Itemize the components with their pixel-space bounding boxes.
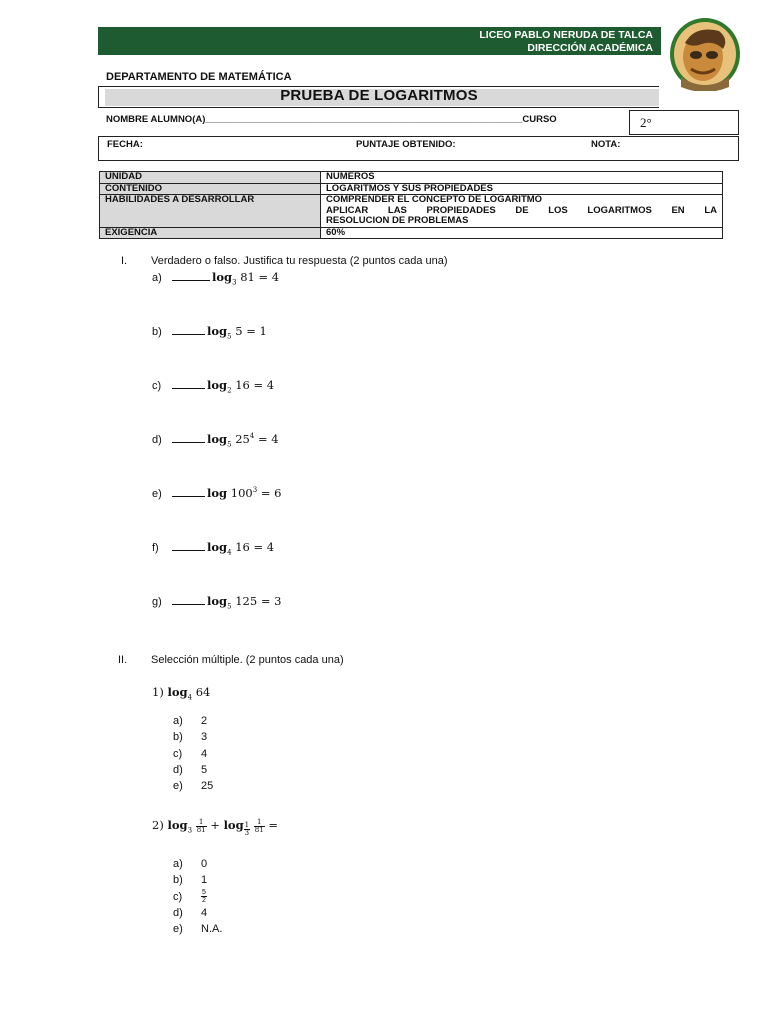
question-2: 2) $\log_3$ $\frac{1}{81}$ + log $\frac{1}{3}$ $\frac{1}{81}$ = <box>152 817 278 837</box>
banner-text <box>479 29 653 54</box>
option-item[interactable] <box>173 856 222 872</box>
option-fraction: $\frac{5}{2}$ <box>202 889 206 905</box>
tf-item: c) $\log_2 16 = 4$ <box>152 378 275 395</box>
unidad-label: UNIDAD <box>100 172 321 184</box>
log-result: = 4 <box>253 540 275 554</box>
option-value: 25 <box>201 780 214 793</box>
option-value: 4 <box>201 906 208 919</box>
item-label: c) <box>152 380 162 392</box>
fecha-label[interactable]: FECHA: <box>107 139 143 150</box>
log-base: 4 <box>227 548 232 557</box>
tf-item: e) $\log 100^3 = 6$ <box>152 486 282 500</box>
section-2-instruction: Selección múltiple. (2 puntos cada una) <box>151 654 344 666</box>
answer-blank[interactable] <box>172 433 205 443</box>
log-result: = 1 <box>246 324 267 338</box>
academic-direction: DIRECCIÓN ACADÉMICA <box>527 41 653 54</box>
option-item[interactable] <box>173 729 213 745</box>
option-label: d) <box>173 763 183 776</box>
option-item[interactable] <box>173 921 222 937</box>
item-label: g) <box>152 596 162 608</box>
option-label: e) <box>173 780 183 793</box>
section-2-numeral: II. <box>118 654 128 666</box>
habilidades-line: APLICAR LAS PROPIEDADES DE LOS LOGARITMOS EN LA <box>326 204 717 216</box>
option-item[interactable] <box>173 872 222 888</box>
log-argument: 81 <box>240 270 255 284</box>
option-item[interactable] <box>173 778 213 794</box>
option-label: b) <box>173 874 183 887</box>
contenido-value: LOGARITMOS Y SUS PROPIEDADES <box>321 183 723 195</box>
log-result: = 4 <box>257 432 279 446</box>
log-base: 4 <box>187 693 193 702</box>
item-label: a) <box>152 272 162 284</box>
habilidades-line: COMPRENDER EL CONCEPTO DE LOGARITMO <box>326 194 543 205</box>
option-label: e) <box>173 923 183 936</box>
tf-item: d) $\log_5 25^4 = 4$ <box>152 432 279 449</box>
habilidades-label: HABILIDADES A DESARROLLAR <box>100 195 321 228</box>
habilidades-line: RESOLUCION DE PROBLEMAS <box>326 215 469 226</box>
answer-blank[interactable] <box>172 541 205 551</box>
option-item[interactable] <box>173 746 213 762</box>
log-base: 5 <box>227 602 232 611</box>
log-argument: 16 <box>235 378 250 392</box>
question-1: 1) $\log_4 64$ <box>152 685 211 702</box>
option-label: b) <box>173 731 183 744</box>
option-value: 0 <box>201 858 208 870</box>
exponent: 4 <box>249 432 255 441</box>
exigencia-label: EXIGENCIA <box>100 227 321 239</box>
contenido-label: CONTENIDO <box>100 183 321 195</box>
nota-label[interactable]: NOTA: <box>591 139 621 150</box>
option-value: 1 <box>201 874 208 887</box>
item-label: b) <box>152 326 162 338</box>
answer-blank[interactable] <box>172 595 205 605</box>
log-result: = 4 <box>258 270 280 284</box>
option-label: a) <box>173 858 183 870</box>
item-label: d) <box>152 434 162 446</box>
log-base: 5 <box>227 440 232 449</box>
log-base: 3 <box>187 826 193 835</box>
log-result: = 6 <box>260 486 282 500</box>
exponent: 3 <box>252 486 258 495</box>
option-item[interactable] <box>173 713 213 729</box>
question-number: 1) <box>152 685 164 699</box>
question-1-options <box>173 713 213 794</box>
log-argument: 100 <box>230 486 253 500</box>
department-label: DEPARTAMENTO DE MATEMÁTICA <box>106 71 292 83</box>
log-argument: 125 <box>235 594 258 608</box>
option-label: c) <box>173 747 183 760</box>
table-row <box>100 195 723 228</box>
log-base: 3 <box>232 278 237 287</box>
log-argument: 64 <box>195 685 211 699</box>
date-score-box <box>98 136 739 161</box>
header-banner <box>98 27 661 55</box>
option-value: 3 <box>201 731 208 744</box>
fraction: $\frac{1}{81}$ <box>254 817 264 834</box>
option-value: 4 <box>201 747 208 760</box>
title-box <box>98 86 659 108</box>
fraction: $\frac{1}{81}$ <box>196 817 206 834</box>
section-1-numeral: I. <box>121 255 128 267</box>
section-1-instruction: Verdadero o falso. Justifica tu respuesta (2 puntos cada una) <box>151 255 448 267</box>
student-name-field[interactable]: NOMBRE ALUMNO(A)____________________________________________________________ <box>106 114 523 125</box>
info-table <box>99 171 723 239</box>
answer-blank[interactable] <box>172 325 205 335</box>
habilidades-value <box>321 195 723 228</box>
question-number: 2) <box>152 818 164 832</box>
student-name-row <box>106 114 557 125</box>
answer-blank[interactable] <box>172 379 205 389</box>
table-row <box>100 227 723 239</box>
log-base: 2 <box>227 386 232 395</box>
tf-item: g) $\log_5 125 = 3$ <box>152 594 282 611</box>
exigencia-value: 60% <box>321 227 723 239</box>
log-argument: 25 <box>235 432 250 446</box>
log-argument: 16 <box>235 540 250 554</box>
tf-item: a) $\log_3 81 = 4$ <box>152 270 280 287</box>
tf-item: b) $\log_5 5 = 1$ <box>152 324 267 341</box>
unidad-value: NUMEROS <box>321 172 723 184</box>
option-item[interactable] <box>173 762 213 778</box>
log-base: 5 <box>227 332 232 341</box>
school-logo-icon <box>669 17 741 91</box>
log-result: = 4 <box>253 378 275 392</box>
curso-box[interactable] <box>629 110 739 135</box>
log-argument: 5 <box>235 324 243 338</box>
item-label: e) <box>152 488 162 500</box>
school-name: LICEO PABLO NERUDA DE TALCA <box>479 29 653 41</box>
plus-sign: + <box>210 818 220 832</box>
equals-sign: = <box>268 818 278 832</box>
answer-blank[interactable] <box>172 271 210 281</box>
option-item[interactable] <box>173 905 222 921</box>
option-item[interactable] <box>173 889 222 905</box>
option-value: 2 <box>201 715 208 727</box>
option-label: c) <box>173 890 183 903</box>
puntaje-label[interactable]: PUNTAJE OBTENIDO: <box>356 139 456 150</box>
table-row <box>100 172 723 184</box>
fraction-base: $\frac{1}{3}$ <box>244 821 250 837</box>
tf-item: f) $\log_4 16 = 4$ <box>152 540 275 557</box>
option-label: d) <box>173 906 183 919</box>
option-label: a) <box>173 715 183 727</box>
table-row <box>100 183 723 195</box>
option-value: 5 <box>201 763 208 776</box>
item-label: f) <box>152 542 159 554</box>
option-value: N.A. <box>201 923 223 936</box>
log-result: = 3 <box>260 594 282 608</box>
curso-value: 2° <box>640 115 652 130</box>
page-title: PRUEBA DE LOGARITMOS <box>280 87 478 104</box>
question-2-options <box>173 856 222 937</box>
curso-label: CURSO <box>522 114 557 125</box>
answer-blank[interactable] <box>172 487 205 497</box>
